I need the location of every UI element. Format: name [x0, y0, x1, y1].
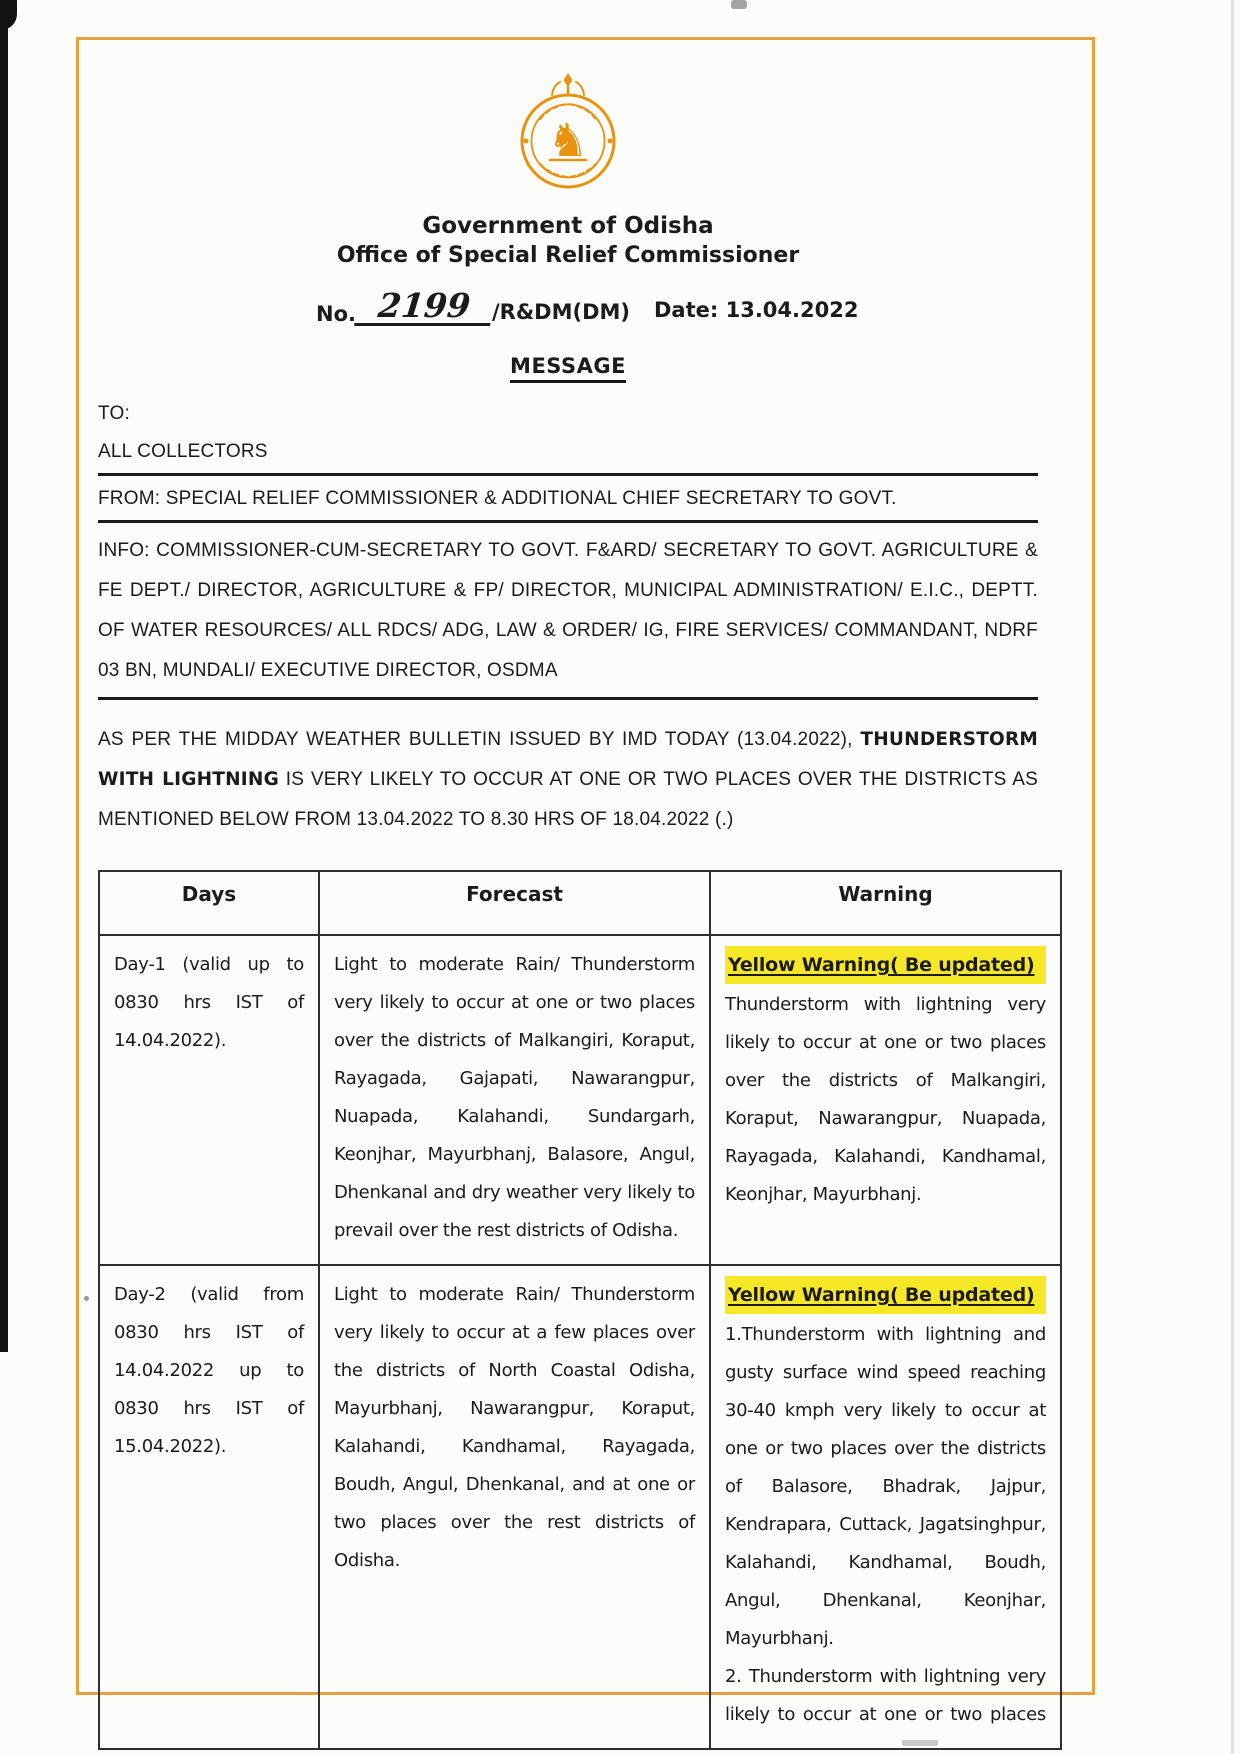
svg-text:♞: ♞	[547, 113, 589, 167]
table-row-day2	[99, 1265, 1061, 1749]
message-heading: MESSAGE	[98, 354, 1038, 383]
day2-warning-body-2: 2. Thunderstorm with lightning very likely to occur at one or two places	[725, 1666, 1046, 1725]
day1-warning-cell	[710, 935, 1061, 1265]
scan-artifact-corner	[0, 0, 17, 30]
no-suffix: /R&DM(DM)	[491, 300, 630, 324]
reference-row	[98, 276, 1038, 330]
document-content	[98, 37, 1046, 1750]
day1-warning-heading: Yellow Warning( Be updated)	[725, 946, 1046, 984]
day2-days-cell: Day-2 (valid from 0830 hrs IST of 14.04.2022 up to 0830 hrs IST of 15.04.2022).	[99, 1265, 319, 1749]
table-row-day1	[99, 935, 1061, 1265]
body-text-prefix: AS PER THE MIDDAY WEATHER BULLETIN ISSUED BY IMD TODAY (13.04.2022),	[98, 729, 861, 750]
info-line: INFO: COMMISSIONER-CUM-SECRETARY TO GOVT. F&ARD/ SECRETARY TO GOVT. AGRICULTURE & FE DEPT./ DIRECTOR, AGRICULTURE & FP/ DIRECTOR, MUNICIPAL ADMINISTRATION/ E.I.C., DEPTT. OF WATER RESOURCES/ ALL RDCS/ ADG, LAW & ORDER/ IG, FIRE SERVICES/ COMMANDANT, NDRF 03 BN, MUNDALI/ EXECUTIVE DIRECTOR, OSDMA	[98, 531, 1038, 700]
column-header-days: Days	[99, 871, 319, 935]
day1-warning-body: Thunderstorm with lightning very likely to occur at one or two places over the districts of Malkangiri, Koraput, Nawarangpur, Nuapada, Rayagada, Kalahandi, Kandhamal, Keonjhar, Mayurbhanj.	[725, 994, 1046, 1205]
scan-artifact-left-edge	[0, 0, 8, 1352]
day1-forecast-cell: Light to moderate Rain/ Thunderstorm very likely to occur at one or two places over the districts of Malkangiri, Koraput, Rayagada, Gajapati, Nawarangpur, Nuapada, Kalahandi, Sundargarh, Keonjhar, Mayurbhanj, Balasore, Angul, Dhenkanal and dry weather very likely to prevail over the rest districts of Odisha.	[319, 935, 710, 1265]
forecast-warning-table	[98, 870, 1062, 1750]
scan-artifact-top-mark	[731, 0, 747, 9]
day2-forecast-cell: Light to moderate Rain/ Thunderstorm very likely to occur at a few places over the districts of North Coastal Odisha, Mayurbhanj, Nawarangpur, Koraput, Kalahandi, Kandhamal, Rayagada, Boudh, Angul, Dhenkanal, and at one or two places over the rest districts of Odisha.	[319, 1265, 710, 1749]
day1-days-cell: Day-1 (valid up to 0830 hrs IST of 14.04.2022).	[99, 935, 319, 1265]
body-text-bold: THUNDERSTORM WITH LIGHTNING	[98, 729, 1038, 790]
table-header-row	[99, 871, 1061, 935]
scan-artifact-right-edge	[1231, 0, 1234, 1754]
no-label: No.	[316, 302, 356, 326]
column-header-warning: Warning	[710, 871, 1061, 935]
body-text-suffix: IS VERY LIKELY TO OCCUR AT ONE OR TWO PLACES OVER THE DISTRICTS AS MENTIONED BELOW FROM 13.04.2022 TO 8.30 HRS OF 18.04.2022 (.)	[98, 769, 1039, 830]
day2-warning-cell	[710, 1265, 1061, 1749]
day2-warning-body-1: 1.Thunderstorm with lightning and gusty surface wind speed reaching 30-40 kmph very likely to occur at one or two places over the districts of Balasore, Bhadrak, Jajpur, Kendrapara, Cuttack, Jagatsinghpur, Kalahandi, Kandhamal, Boudh, Angul, Dhenkanal, Keonjhar, Mayurbhanj.	[725, 1324, 1046, 1649]
office-title: Office of Special Relief Commissioner	[336, 243, 800, 268]
no-handwritten-value: 2199	[354, 290, 494, 326]
day2-warning-heading: Yellow Warning( Be updated)	[725, 1276, 1046, 1314]
to-label: TO:	[98, 403, 130, 424]
reference-number	[316, 286, 630, 326]
org-title: Government of Odisha	[422, 213, 714, 239]
document-date: Date: 13.04.2022	[654, 298, 859, 322]
column-header-forecast: Forecast	[319, 871, 710, 935]
odisha-state-emblem-icon	[506, 71, 630, 189]
body-paragraph	[98, 720, 1038, 840]
from-line: FROM: SPECIAL RELIEF COMMISSIONER & ADDITIONAL CHIEF SECRETARY TO GOVT.	[98, 488, 1038, 523]
to-value: ALL COLLECTORS	[98, 441, 1038, 476]
